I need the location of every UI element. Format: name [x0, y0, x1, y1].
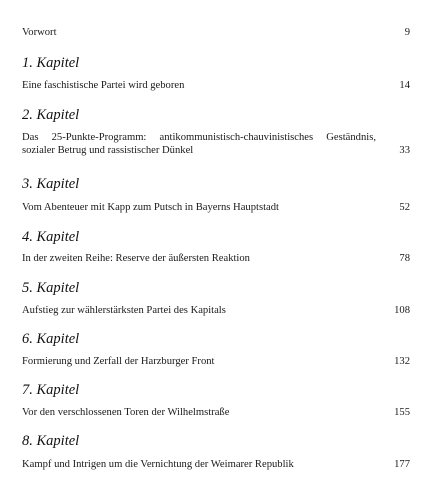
- chapter-heading-6: 6. Kapitel: [22, 331, 80, 347]
- toc-entry-page: 132: [394, 356, 410, 367]
- toc-entry-chapter-7: [22, 406, 410, 419]
- toc-entry-page: 14: [399, 80, 410, 91]
- toc-entry-title: Vor den verschlossenen Toren der Wilhelmstraße: [22, 407, 230, 418]
- toc-entry-title: Eine faschistische Partei wird geboren: [22, 80, 185, 91]
- toc-entry-page: 78: [399, 253, 410, 264]
- chapter-heading-5: 5. Kapitel: [22, 280, 80, 296]
- toc-entry-title: Vorwort: [22, 27, 57, 38]
- chapter-heading-4: 4. Kapitel: [22, 229, 80, 245]
- toc-entry-page: 33: [399, 145, 410, 156]
- toc-entry-chapter-6: [22, 355, 410, 368]
- chapter-heading-2: 2. Kapitel: [22, 107, 80, 123]
- chapter-heading-8: 8. Kapitel: [22, 433, 80, 449]
- toc-entry-title: Kampf und Intrigen um die Vernichtung der Weimarer Republik: [22, 459, 294, 470]
- toc-entry-title: Formierung und Zerfall der Harzburger Front: [22, 356, 215, 367]
- toc-entry-preface: [22, 26, 410, 39]
- toc-entry-page: 9: [404, 27, 410, 38]
- toc-entry-chapter-3: [22, 201, 410, 214]
- toc-entry-chapter-5: [22, 304, 410, 317]
- chapter-heading-7: 7. Kapitel: [22, 382, 80, 398]
- toc-entry-title: Aufstieg zur wählerstärksten Partei des Kapitals: [22, 305, 226, 316]
- toc-entry-page: 155: [394, 407, 410, 418]
- chapter-heading-3: 3. Kapitel: [22, 176, 80, 192]
- toc-entry-chapter-8: [22, 458, 410, 471]
- toc-entry-page: 52: [399, 202, 410, 213]
- toc-entry-chapter-1: [22, 79, 410, 92]
- toc-entry-page: 108: [394, 305, 410, 316]
- toc-entry-page: 177: [394, 459, 410, 470]
- toc-entry-title: In der zweiten Reihe: Reserve der äußersten Reaktion: [22, 253, 250, 264]
- toc-entry-title: Vom Abenteuer mit Kapp zum Putsch in Bayerns Hauptstadt: [22, 202, 279, 213]
- toc-entry-chapter-4: [22, 252, 410, 265]
- chapter-heading-1: 1. Kapitel: [22, 55, 80, 71]
- toc-entry-title: Das 25-Punkte-Programm: antikommunistisch-chauvinistisches Geständnis, sozialer Betrug und rassistischer Dünkel: [22, 132, 376, 156]
- toc-entry-chapter-2: [22, 131, 410, 157]
